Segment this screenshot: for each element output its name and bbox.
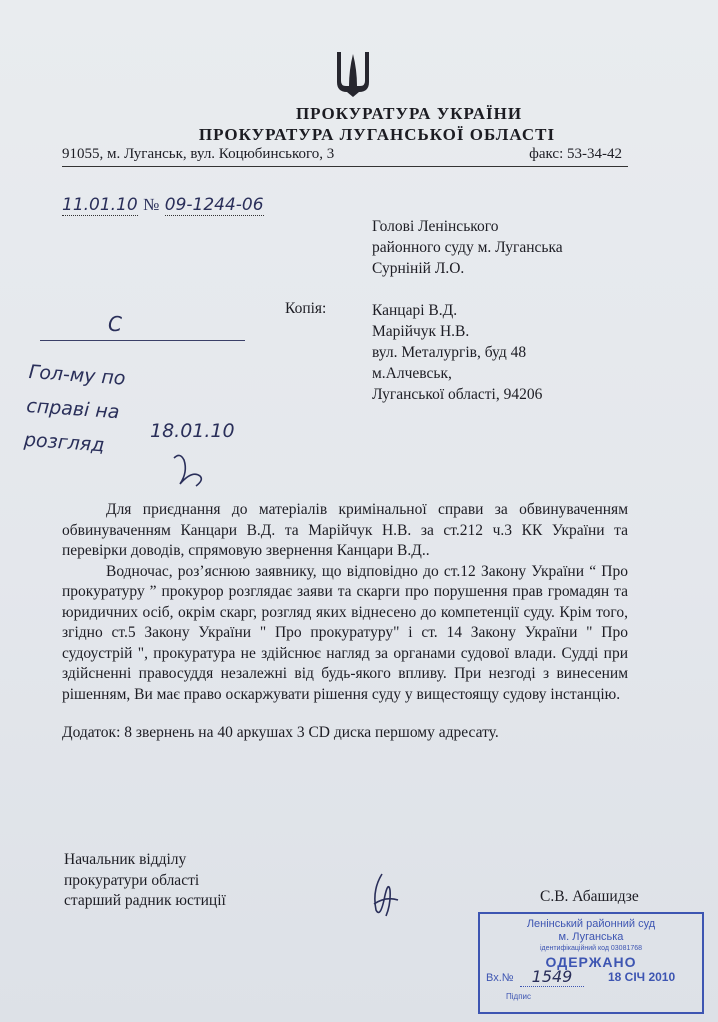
copy-line: Канцарі В.Д. xyxy=(372,302,458,319)
signatory-position xyxy=(64,850,226,912)
stamp-court-name: Ленінський районний суд xyxy=(526,918,656,930)
copy-line: Луганської області, 94206 xyxy=(372,386,543,403)
recipient-line: Сурніній Л.О. xyxy=(372,260,465,277)
trident-emblem-icon xyxy=(330,48,376,98)
margin-note-line: Гол-му по xyxy=(28,360,127,390)
signatory-line: старший радник юстиції xyxy=(64,892,226,909)
stamp-city: м. Луганська xyxy=(558,931,624,943)
copy-label: Копія: xyxy=(285,300,327,317)
margin-note-date: 18.01.10 xyxy=(150,420,235,442)
org-title-ukraine: ПРОКУРАТУРА УКРАЇНИ xyxy=(295,104,523,123)
number-sign: № xyxy=(143,195,160,214)
copy-line: Марійчук Н.В. xyxy=(372,323,470,340)
copy-line: м.Алчевськ, xyxy=(372,365,452,382)
handwritten-signature-icon xyxy=(360,870,410,920)
stamp-incoming-label: Вх.№ xyxy=(486,972,514,984)
recipient-block xyxy=(372,216,563,279)
copy-line: вул. Металургів, буд 48 xyxy=(372,344,527,361)
body-paragraph: Для приєднання до матеріалів кримінальної справи за обвинуваченням обвинуваченням Канцари В.Д. та Марійчук Н.В. за ст.212 ч.3 КК України та перевірки доводів, спрямовую звернення Канцари В.Д.. xyxy=(62,501,628,559)
attachment-note: Додаток: 8 звернень на 40 аркушах 3 CD диска першому адресату. xyxy=(62,724,499,741)
margin-note-divider xyxy=(40,340,245,341)
stamp-date: 18 СІЧ 2010 xyxy=(608,970,676,984)
margin-note-resolution xyxy=(23,355,309,476)
signatory-line: прокуратури області xyxy=(64,871,200,889)
letter-body xyxy=(62,500,628,744)
outgoing-reference xyxy=(62,195,264,215)
court-received-stamp xyxy=(478,912,704,1014)
outgoing-number: 09-1244-06 xyxy=(164,195,264,215)
org-fax: факс: 53-34-42 xyxy=(529,146,622,162)
signatory-line: Начальник відділу xyxy=(64,851,187,868)
stamp-status: ОДЕРЖАНО xyxy=(545,954,637,970)
stamp-id-code: ідентифікаційний код 03081768 xyxy=(539,945,643,952)
stamp-incoming-number: 1549 xyxy=(520,967,584,987)
org-title-luhansk: ПРОКУРАТУРА ЛУГАНСЬКОЇ ОБЛАСТІ xyxy=(198,125,556,144)
margin-note-line: справі на xyxy=(25,394,121,424)
margin-note-signature-icon xyxy=(170,450,210,490)
address-line xyxy=(62,146,628,167)
stamp-sign-label: Підпис xyxy=(506,992,531,1001)
org-address: 91055, м. Луганськ, вул. Коцюбинського, 3 xyxy=(62,146,335,162)
copy-recipients xyxy=(372,300,542,405)
margin-note-letter: С xyxy=(108,312,122,336)
recipient-line: Голові Ленінського xyxy=(372,218,499,235)
recipient-line: районного суду м. Луганська xyxy=(372,239,563,256)
body-paragraph: Водночас, роз’яснюю заявнику, що відповідно до ст.12 Закону України “ Про прокуратуру ” прокурор розглядає заяви та скарги про порушення прав громадян та юридичних осіб, окрім скарг, розгляд яких віднесено до компетенції суду. Крім того, згідно ст.5 Закону України " Про прокуратуру" і ст. 14 Закону України " Про судоустрій ", прокуратура не здійснює нагляд за органами судової влади. Судді при здійсненні правосуддя незалежні від будь-якого впливу. При незгоді з винесеним рішенням, Ви має право оскаржувати рішення суду у вищестоящу судову інстанцію. xyxy=(62,562,628,703)
outgoing-date: 11.01.10 xyxy=(62,195,138,215)
signatory-name: С.В. Абашидзе xyxy=(540,888,639,905)
margin-note-line: розгляд xyxy=(23,428,106,457)
